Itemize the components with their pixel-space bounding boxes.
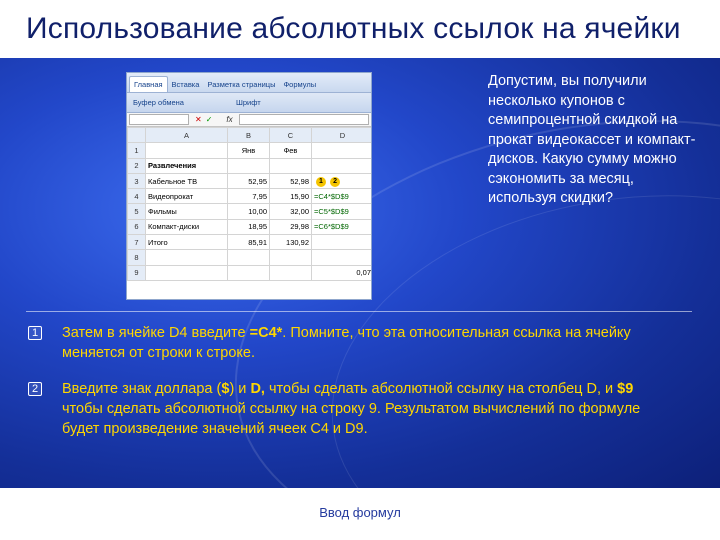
title-bar	[0, 0, 720, 58]
step-highlight: =C4*	[249, 325, 283, 341]
footer	[0, 488, 720, 540]
table-row	[128, 250, 373, 265]
table-row	[128, 173, 373, 188]
row-header[interactable]: 8	[128, 250, 146, 265]
cell[interactable]	[312, 250, 373, 265]
cell[interactable]	[312, 158, 373, 173]
cell[interactable]	[228, 265, 270, 280]
step-number-badge: 2	[28, 382, 42, 396]
cell[interactable]: 18,95	[228, 219, 270, 234]
cell[interactable]	[146, 143, 228, 158]
cell[interactable]: Янв	[228, 143, 270, 158]
step-number-badge: 1	[28, 326, 42, 340]
row-header[interactable]: 4	[128, 189, 146, 204]
slide-title: Использование абсолютных ссылок на ячейки	[26, 12, 681, 45]
excel-screenshot	[126, 72, 372, 300]
cell[interactable]	[270, 158, 312, 173]
cell[interactable]: Видеопрокат	[146, 189, 228, 204]
cell[interactable]	[146, 265, 228, 280]
cell[interactable]: 85,91	[228, 235, 270, 250]
fx-icon[interactable]: fx	[226, 115, 233, 124]
formula-cell[interactable]: =C6*$D$9	[312, 219, 373, 234]
row-header[interactable]: 3	[128, 173, 146, 188]
step-text-part: ) и	[229, 381, 251, 397]
cell[interactable]: Итого	[146, 235, 228, 250]
step-highlight: $9	[617, 381, 634, 397]
scenario-text: Допустим, вы получили несколько купонов с семипроцентной скидкой на прокат видеокассет и компакт-дисков. Какую сумму можно сэкономить за месяц, используя скидки?	[488, 73, 696, 206]
discount-cell[interactable]: 0,07	[312, 265, 373, 280]
cell[interactable]: 52,95	[228, 173, 270, 188]
cell[interactable]	[312, 235, 373, 250]
cell[interactable]: 15,90	[270, 189, 312, 204]
callout-badge: 1	[316, 177, 326, 187]
row-header[interactable]: 7	[128, 235, 146, 250]
column-header-row	[128, 128, 373, 143]
table-row	[128, 265, 373, 280]
cell[interactable]: 29,98	[270, 219, 312, 234]
cell[interactable]: Компакт-диски	[146, 219, 228, 234]
cell[interactable]	[312, 143, 373, 158]
cell[interactable]	[228, 158, 270, 173]
step-highlight: D,	[250, 381, 265, 397]
corner-cell[interactable]	[128, 128, 146, 143]
column-header[interactable]: B	[228, 128, 270, 143]
group-font: Шрифт	[235, 98, 261, 107]
table-row	[128, 158, 373, 173]
step-text-part: Введите знак доллара (	[62, 381, 222, 397]
slide-content	[0, 58, 720, 488]
column-header[interactable]: A	[146, 128, 228, 143]
row-header[interactable]: 5	[128, 204, 146, 219]
divider	[26, 311, 692, 312]
cell[interactable]	[228, 250, 270, 265]
cell[interactable]	[312, 173, 373, 188]
column-header[interactable]: D	[312, 128, 373, 143]
step-text	[62, 323, 662, 363]
table-row	[128, 235, 373, 250]
formula-bar	[127, 113, 371, 127]
step-highlight: $	[221, 381, 230, 397]
table-row	[128, 189, 373, 204]
step-text-part: чтобы сделать абсолютной ссылку на строку 9. Результатом вычислений по формуле будет произведение значений ячеек C4 и D9.	[62, 401, 641, 437]
formula-cell[interactable]: =C5*$D$9	[312, 204, 373, 219]
tab-formulas[interactable]: Формулы	[283, 80, 317, 89]
tab-page-layout[interactable]: Разметка страницы	[207, 80, 276, 89]
cell[interactable]: Развлечения	[146, 158, 228, 173]
row-header[interactable]: 2	[128, 158, 146, 173]
row-header[interactable]: 9	[128, 265, 146, 280]
callout-badge: 2	[330, 177, 340, 187]
table-row	[128, 219, 373, 234]
cell[interactable]: 32,00	[270, 204, 312, 219]
tab-home[interactable]: Главная	[129, 76, 168, 92]
formula-cell[interactable]: =C4*$D$9	[312, 189, 373, 204]
footer-text: Ввод формул	[319, 505, 401, 520]
spreadsheet-grid	[127, 127, 372, 281]
cancel-icon[interactable]: ✕	[195, 115, 202, 124]
column-header[interactable]: C	[270, 128, 312, 143]
ribbon-tabs	[127, 73, 371, 93]
name-box[interactable]	[129, 114, 189, 125]
cell[interactable]: Фильмы	[146, 204, 228, 219]
step-text	[62, 379, 662, 439]
cell[interactable]: 10,00	[228, 204, 270, 219]
table-row	[128, 143, 373, 158]
table-row	[128, 204, 373, 219]
group-clipboard: Буфер обмена	[133, 98, 184, 107]
step-text-part: . Помните, что эта относительная ссылка на ячейку меняется от строки к строке.	[62, 325, 631, 361]
cell[interactable]	[270, 250, 312, 265]
row-header[interactable]: 1	[128, 143, 146, 158]
cell[interactable]: Кабельное ТВ	[146, 173, 228, 188]
enter-icon[interactable]: ✓	[205, 115, 213, 124]
cell[interactable]	[146, 250, 228, 265]
cell[interactable]: 52,98	[270, 173, 312, 188]
step-text-part: чтобы сделать абсолютной ссылку на столбец D, и	[264, 381, 618, 397]
cell[interactable]: Фев	[270, 143, 312, 158]
ribbon-groups	[127, 93, 371, 113]
row-header[interactable]: 6	[128, 219, 146, 234]
cell[interactable]	[270, 265, 312, 280]
tab-insert[interactable]: Вставка	[171, 80, 200, 89]
cell[interactable]: 130,92	[270, 235, 312, 250]
step-text-part: Затем в ячейке D4 введите	[62, 325, 250, 341]
formula-input[interactable]	[239, 114, 369, 125]
cell[interactable]: 7,95	[228, 189, 270, 204]
